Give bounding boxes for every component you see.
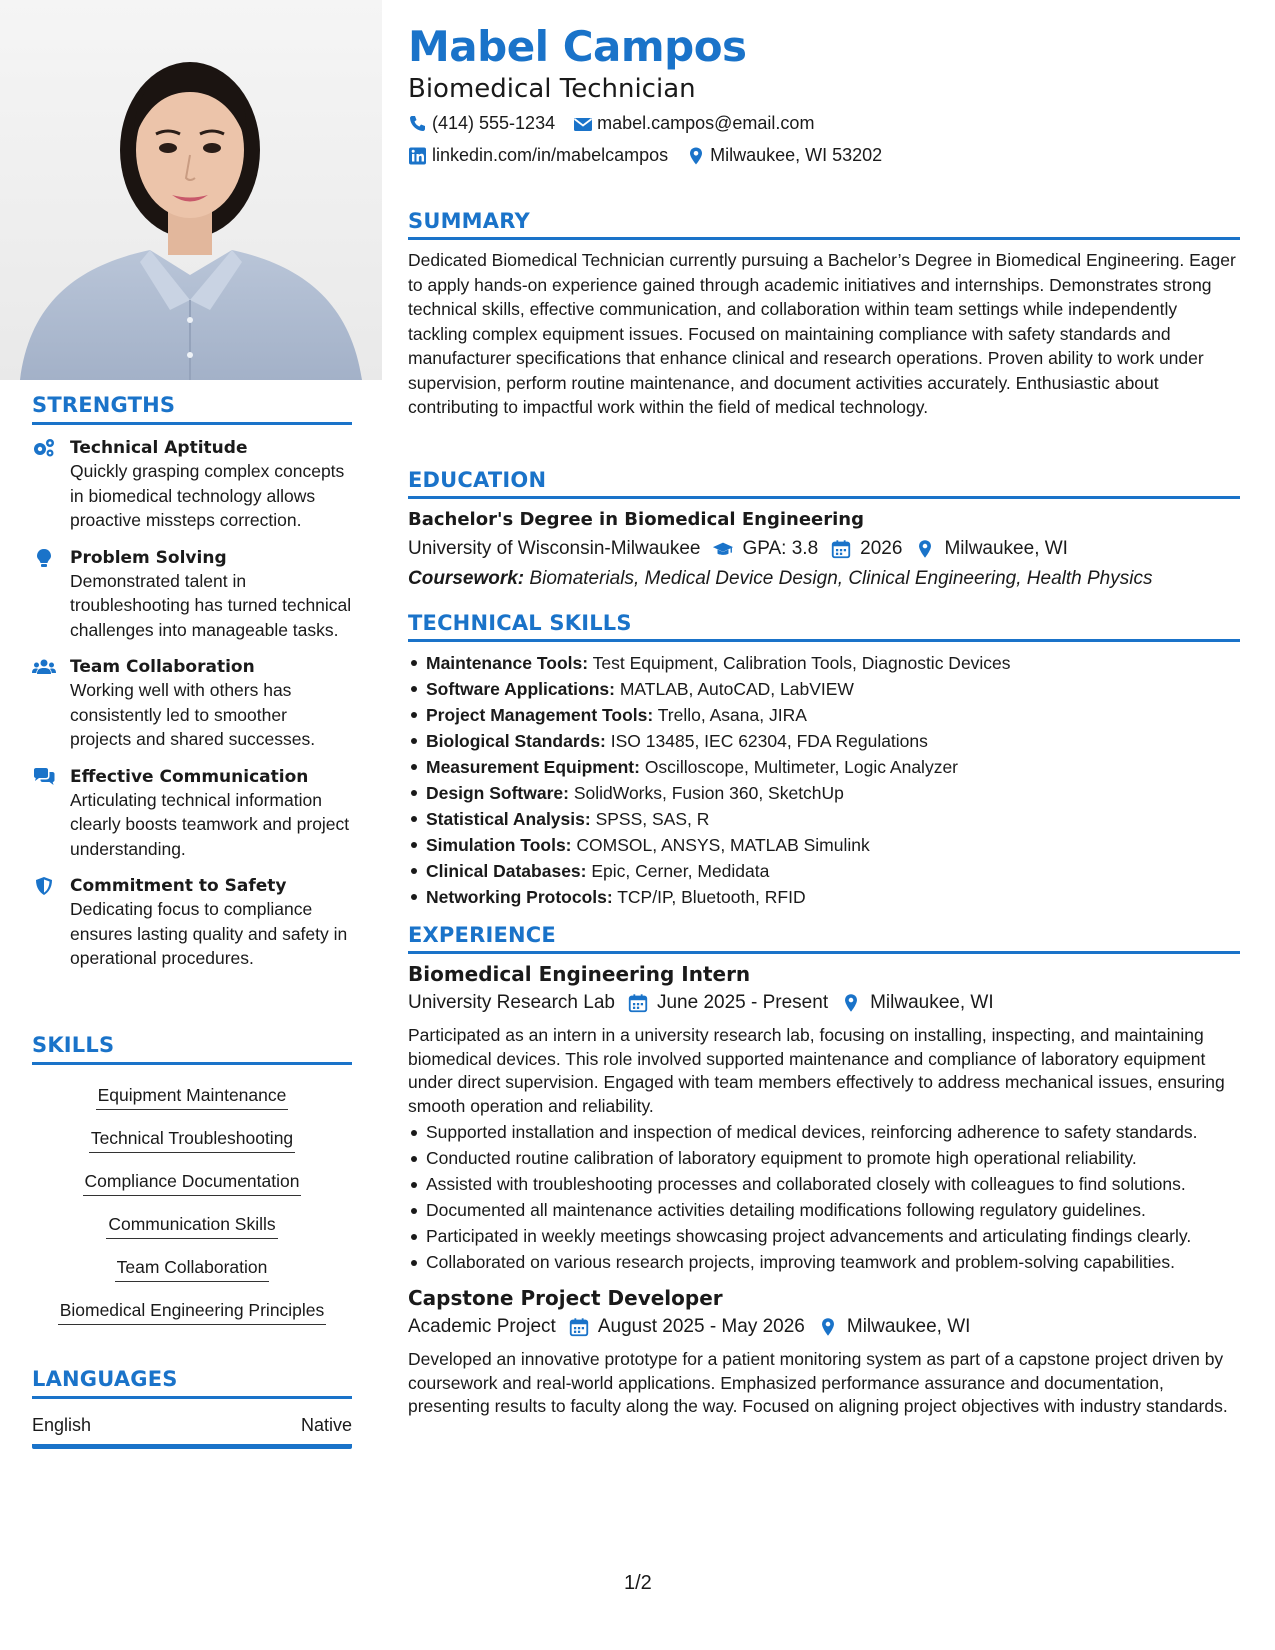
languages-section	[32, 1367, 352, 1449]
contact-row-2	[408, 145, 900, 166]
job-org: Academic Project	[408, 1316, 556, 1337]
strength-title: Problem Solving	[70, 547, 227, 568]
job-title-header: Biomedical Technician	[408, 74, 696, 104]
job-location: Milwaukee, WI	[870, 992, 994, 1013]
strength-desc: Demonstrated talent in troubleshooting has turned technical challenges into manageable tasks.	[70, 570, 352, 640]
email-contact[interactable]	[573, 113, 814, 134]
job-title: Biomedical Engineering Intern	[408, 962, 751, 986]
strength-title: Team Collaboration	[70, 657, 255, 677]
tech-skill-label: Design Software:	[426, 783, 569, 803]
skills-section	[32, 1033, 352, 1333]
education-location: Milwaukee, WI	[944, 538, 1068, 559]
tech-skill-label: Maintenance Tools:	[426, 653, 589, 673]
school-name: University of Wisconsin-Milwaukee	[408, 538, 701, 559]
job-meta	[408, 1316, 1240, 1338]
job-summary: Developed an innovative prototype for a patient monitoring system as part of a capstone project driven by coursework and real-world applications. Emphasized performance assurance and documentation, presenting results to faculty along the way. Focused on aligning project objectives with industry standards.	[408, 1349, 1228, 1416]
strength-desc: Working well with others has consistently led to smoother projects and shared successes.	[70, 680, 316, 749]
linkedin-icon	[408, 147, 428, 165]
education-heading: EDUCATION	[408, 468, 1240, 499]
portrait-image	[0, 0, 382, 380]
summary-text: Dedicated Biomedical Technician currently pursuing a Bachelor’s Degree in Biomedical Engineering. Eager to apply hands-on experience gained through academic initiatives and internships. Demonstrates strong technical skills, effective communication, and collaboration within team settings while independently tackling complex equipment issues. Focused on maintaining compliance with safety standards and manufacturer specifications that enhance clinical and research operations. Proven ability to work under supervision, perform routine maintenance, and document activities accurately. Enthusiastic about contributing to impactful work within the field of medical technology.	[408, 250, 1236, 417]
job-summary: Participated as an intern in a university research lab, focusing on installing, inspecting, and maintaining biomedical devices. This role involved supported maintenance and compliance of laboratory equipment under direct supervision. Engaged with team members effectively to address mechanical issues, ensuring smooth operation and reliability.	[408, 1025, 1225, 1116]
skill-tag: Biomedical Engineering Principles	[58, 1297, 327, 1325]
candidate-name: Mabel Campos	[408, 22, 747, 71]
comments-icon	[32, 767, 56, 787]
profile-photo	[0, 0, 382, 380]
strength-title: Effective Communication	[70, 766, 309, 787]
tech-skill-item	[408, 832, 1240, 858]
experience-entry	[408, 962, 1240, 1274]
strength-title: Technical Aptitude	[70, 438, 248, 458]
tech-skill-value: SolidWorks, Fusion 360, SketchUp	[573, 783, 844, 803]
phone-icon	[408, 115, 428, 133]
tech-skill-value: COMSOL, ANSYS, MATLAB Simulink	[576, 835, 870, 855]
language-row	[32, 1415, 352, 1449]
tech-skill-item	[408, 728, 1240, 754]
tech-skill-value: Epic, Cerner, Medidata	[591, 861, 770, 881]
tech-skill-label: Biological Standards:	[426, 731, 606, 751]
map-pin-icon	[914, 539, 936, 559]
tech-skill-item	[408, 806, 1240, 832]
tech-skill-value: Oscilloscope, Multimeter, Logic Analyzer	[644, 757, 959, 777]
tech-skill-label: Software Applications:	[426, 679, 615, 699]
experience-section	[408, 923, 1240, 1419]
tech-skill-item	[408, 754, 1240, 780]
gears-icon	[32, 438, 56, 458]
coursework-line	[408, 568, 1240, 590]
tech-skill-item	[408, 858, 1240, 884]
map-pin-icon	[840, 993, 862, 1013]
location-contact	[686, 145, 882, 166]
map-pin-icon	[817, 1317, 839, 1337]
lightbulb-icon	[32, 548, 56, 568]
email-text: mabel.campos@email.com	[597, 113, 815, 133]
skill-tag: Team Collaboration	[115, 1254, 270, 1282]
tech-skill-value: TCP/IP, Bluetooth, RFID	[617, 887, 806, 907]
tech-skill-label: Clinical Databases:	[426, 861, 587, 881]
graduation-year: 2026	[860, 538, 903, 559]
users-icon	[32, 657, 56, 677]
location-text: Milwaukee, WI 53202	[710, 145, 883, 165]
education-meta	[408, 538, 1240, 560]
shield-icon	[32, 876, 56, 896]
tech-skill-value: MATLAB, AutoCAD, LabVIEW	[619, 679, 854, 699]
job-dates: June 2025 - Present	[656, 992, 829, 1013]
strength-desc: Quickly grasping complex concepts in biomedical technology allows proactive missteps correction.	[70, 461, 345, 530]
coursework-label: Coursework:	[408, 568, 525, 589]
strengths-section	[32, 393, 352, 971]
job-title: Capstone Project Developer	[408, 1286, 723, 1310]
tech-skill-value: Trello, Asana, JIRA	[657, 705, 807, 725]
skills-list	[32, 1075, 352, 1333]
linkedin-contact[interactable]	[408, 145, 668, 166]
skill-tag: Equipment Maintenance	[96, 1082, 289, 1110]
job-bullet: Supported installation and inspection of medical devices, reinforcing adherence to safety standards.	[408, 1120, 1240, 1144]
strength-item	[32, 547, 352, 643]
job-meta	[408, 992, 1240, 1014]
page-number: 1/2	[624, 1572, 652, 1594]
map-pin-icon	[686, 147, 706, 165]
tech-skill-label: Statistical Analysis:	[426, 809, 591, 829]
experience-entry	[408, 1286, 1240, 1419]
language-name: English	[32, 1415, 92, 1435]
contact-row-1	[408, 113, 832, 134]
tech-skill-value: ISO 13485, IEC 62304, FDA Regulations	[610, 731, 928, 751]
technical-skills-list	[408, 650, 1240, 910]
tech-skill-value: SPSS, SAS, R	[595, 809, 710, 829]
tech-skill-label: Networking Protocols:	[426, 887, 613, 907]
job-bullet: Documented all maintenance activities detailing modifications following regulatory guidelines.	[408, 1198, 1240, 1222]
languages-heading: LANGUAGES	[32, 1367, 352, 1399]
skill-tag: Compliance Documentation	[83, 1168, 302, 1196]
tech-skill-item	[408, 780, 1240, 806]
strengths-heading: STRENGTHS	[32, 393, 352, 425]
left-column	[0, 0, 382, 1650]
skill-tag: Technical Troubleshooting	[89, 1125, 295, 1153]
skill-tag: Communication Skills	[106, 1211, 277, 1239]
skills-heading: SKILLS	[32, 1033, 352, 1065]
job-bullet: Assisted with troubleshooting processes and collaborated closely with colleagues to find solutions.	[408, 1172, 1240, 1196]
experience-heading: EXPERIENCE	[408, 923, 1240, 954]
job-bullet: Conducted routine calibration of laboratory equipment to promote high operational reliability.	[408, 1146, 1240, 1170]
graduation-cap-icon	[712, 539, 734, 559]
tech-skill-label: Simulation Tools:	[426, 835, 572, 855]
phone-contact[interactable]	[408, 113, 555, 134]
strength-item	[32, 656, 352, 752]
summary-section	[408, 209, 1240, 420]
phone-text: (414) 555-1234	[432, 113, 556, 133]
strength-desc: Dedicating focus to compliance ensures lasting quality and safety in operational procedures.	[70, 899, 348, 968]
calendar-icon	[568, 1317, 590, 1337]
job-bullet: Collaborated on various research projects, improving teamwork and problem-solving capabilities.	[408, 1250, 1240, 1274]
tech-skill-item	[408, 650, 1240, 676]
strength-desc: Articulating technical information clearly boosts teamwork and project understanding.	[70, 789, 350, 859]
gpa-text: GPA: 3.8	[742, 538, 819, 559]
coursework-list: Biomaterials, Medical Device Design, Clinical Engineering, Health Physics	[529, 568, 1153, 589]
summary-heading: SUMMARY	[408, 209, 1240, 240]
calendar-icon	[627, 993, 649, 1013]
education-section	[408, 468, 1240, 590]
strength-item	[32, 766, 352, 862]
strength-item	[32, 437, 352, 533]
tech-skill-item	[408, 702, 1240, 728]
strength-title: Commitment to Safety	[70, 876, 287, 896]
tech-skill-value: Test Equipment, Calibration Tools, Diagnostic Devices	[592, 653, 1011, 673]
envelope-icon	[573, 115, 593, 133]
technical-skills-heading: TECHNICAL SKILLS	[408, 611, 1240, 642]
job-dates: August 2025 - May 2026	[597, 1316, 805, 1337]
job-org: University Research Lab	[408, 992, 615, 1013]
job-location: Milwaukee, WI	[846, 1316, 971, 1337]
job-bullets	[408, 1120, 1240, 1274]
degree-title: Bachelor's Degree in Biomedical Engineering	[408, 509, 864, 530]
linkedin-text: linkedin.com/in/mabelcampos	[432, 145, 669, 165]
tech-skill-label: Project Management Tools:	[426, 705, 654, 725]
strength-item	[32, 875, 352, 971]
technical-skills-section	[408, 611, 1240, 910]
tech-skill-item	[408, 884, 1240, 910]
tech-skill-item	[408, 676, 1240, 702]
language-level: Native	[300, 1415, 352, 1435]
tech-skill-label: Measurement Equipment:	[426, 757, 640, 777]
job-bullet: Participated in weekly meetings showcasing project advancements and articulating findings clearly.	[408, 1224, 1240, 1248]
calendar-icon	[830, 539, 852, 559]
